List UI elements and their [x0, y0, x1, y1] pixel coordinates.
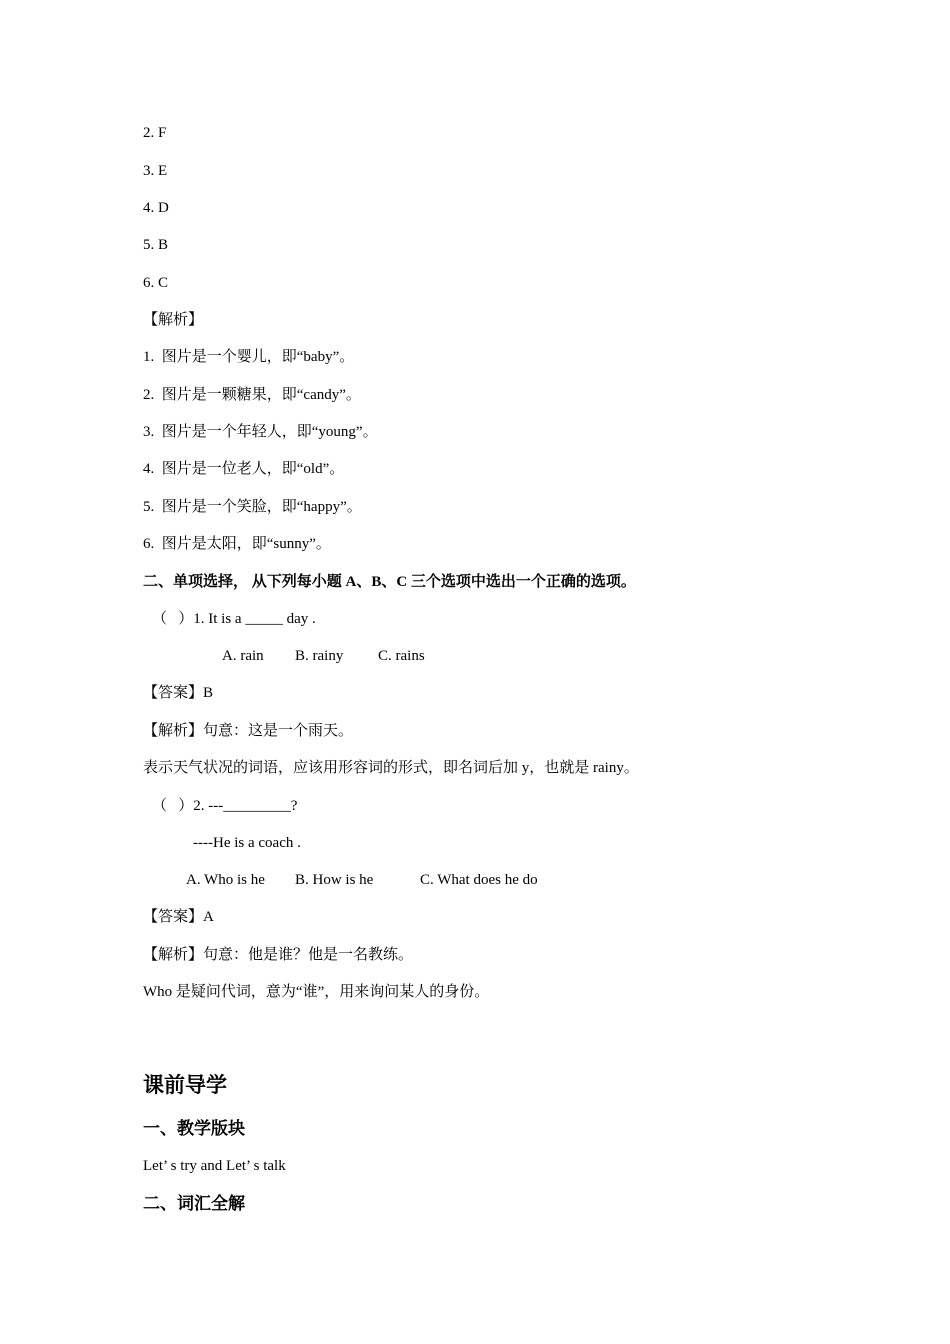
- analysis-text: 【解析】句意：这是一个雨天。: [143, 723, 354, 739]
- answer-line: 6. C: [143, 275, 169, 291]
- answer-label: 【答案】B: [143, 685, 214, 701]
- analysis-item: 3. 图片是一个年轻人，即“young”。: [143, 424, 378, 440]
- option-a: A. rain: [222, 648, 264, 664]
- answer-line: 2. F: [143, 125, 167, 141]
- question-stem: （ ）1. It is a _____ day .: [152, 611, 316, 627]
- option-c: C. What does he do: [420, 872, 538, 888]
- analysis-item: 2. 图片是一颗糖果，即“candy”。: [143, 387, 361, 403]
- subsection-text: Let’ s try and Let’ s talk: [143, 1158, 286, 1174]
- question-stem: （ ）2. ---_________?: [152, 798, 298, 814]
- analysis-heading: 【解析】: [143, 312, 204, 328]
- option-a: A. Who is he: [186, 872, 265, 888]
- answer-line: 5. B: [143, 237, 169, 253]
- option-b: B. rainy: [295, 648, 344, 664]
- analysis-item: 5. 图片是一个笑脸，即“happy”。: [143, 499, 362, 515]
- question-reply: ----He is a coach .: [193, 835, 301, 851]
- option-c: C. rains: [378, 648, 425, 664]
- analysis-text: 【解析】句意：他是谁？他是一名教练。: [143, 947, 414, 963]
- section-heading: 二、单项选择， 从下列每小题 A、B、C 三个选项中选出一个正确的选项。: [143, 574, 636, 590]
- answer-line: 3. E: [143, 163, 168, 179]
- subsection-heading: 一、教学版块: [143, 1119, 245, 1138]
- analysis-item: 1. 图片是一个婴儿，即“baby”。: [143, 349, 355, 365]
- subsection-heading: 二、词汇全解: [143, 1194, 245, 1213]
- option-b: B. How is he: [295, 872, 374, 888]
- analysis-item: 4. 图片是一位老人，即“old”。: [143, 461, 345, 477]
- answer-line: 4. D: [143, 200, 169, 216]
- answer-label: 【答案】A: [143, 909, 214, 925]
- analysis-note: 表示天气状况的词语，应该用形容词的形式，即名词后加 y，也就是 rainy。: [143, 760, 639, 776]
- analysis-note: Who 是疑问代词，意为“谁”，用来询问某人的身份。: [143, 984, 490, 1000]
- analysis-item: 6. 图片是太阳，即“sunny”。: [143, 536, 331, 552]
- section-title: 课前导学: [143, 1073, 227, 1097]
